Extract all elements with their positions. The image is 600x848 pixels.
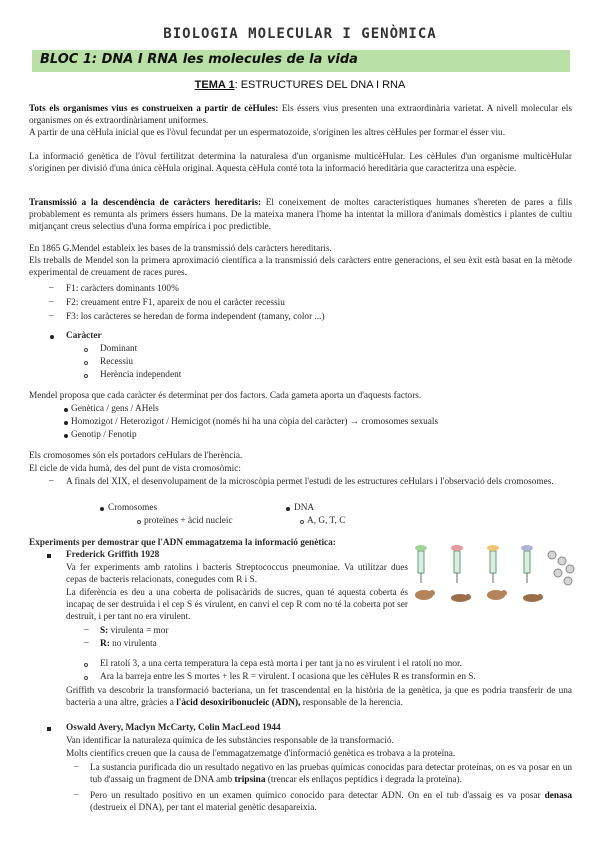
s-text: virulenta = mor <box>108 626 169 636</box>
bullet-dot <box>50 335 54 339</box>
dash-marker: – <box>74 762 79 772</box>
f-list-item: F2: creuament entre F1, apareix de nou el caràcter recessiu <box>66 298 285 308</box>
avery-name: Oswald Avery, Maclyn McCarty, Colin MacLeod 1944 <box>66 723 281 733</box>
s-strain <box>100 625 169 637</box>
topic-rest: : ESTRUCTURES DEL DNA I RNA <box>234 79 406 91</box>
mendel-line1: En 1865 G.Mendel estableix les bases de la transmissió dels caràcters hereditaris. <box>29 244 332 254</box>
chromosome-col1-main: Cromosomes <box>108 503 158 513</box>
circle-bullet <box>84 663 88 667</box>
dash-marker: – <box>49 283 54 293</box>
main-title: BIOLOGIA MOLECULAR I GENÒMICA <box>163 26 437 42</box>
s-label: S: <box>100 626 109 636</box>
intro-lead: Tots els organismes vius es construeixen a partir de cèHules: <box>29 104 279 114</box>
bullet-dot <box>64 421 68 425</box>
microscopy-item: A finals del XIX, el desenvolupament de la microscòpia permet l'estudi de les estructures ceHulars i l'observació dels cromosomes. <box>66 477 554 487</box>
bacteria-cluster-icon <box>548 551 574 585</box>
circle-bullet <box>84 374 88 378</box>
avery-d2-bold: denasa <box>544 791 572 801</box>
f-list-item: F1: caràcters dominants 100% <box>66 284 179 294</box>
mouse-icon <box>487 590 507 600</box>
experiments-heading: Experiments per demostrar que l'ADN emmagatzema la informació genètica: <box>29 538 336 548</box>
mouse-icon <box>415 590 435 600</box>
griffith-experiment-illustration <box>412 543 578 610</box>
r-strain <box>100 638 157 650</box>
caracter-item: Dominant <box>100 344 138 354</box>
avery-d1-bold: tripsina <box>234 775 266 785</box>
circle-bullet <box>84 361 88 365</box>
chromosome-line2: El cicle de vida humà, des del punt de vista cromosòmic: <box>29 464 241 474</box>
dash-marker: – <box>84 638 89 648</box>
mouse-icon <box>523 594 543 602</box>
avery-l2: Molts científics creuen que la causa de l'emmagatzematge d'informació genètica es trobava a la proteïna. <box>66 749 456 759</box>
factors-line: Mendel proposa que cada caràcter és determinat per dos factors. Cada gameta aporta un d'aquests factors. <box>29 391 422 401</box>
circle-bullet <box>300 520 304 524</box>
f-list-item: F3: los caràcteres se heredan de forma independent (tamany, color ...) <box>66 312 325 322</box>
chromosome-col1-sub: proteïnes + àcid nucleic <box>144 516 233 526</box>
intro-line2: A partir de una cèHula inicial que es l'òvul fecundat per un espermatozoide, s'originen les altres cèHules per formar el ésser viu. <box>29 128 506 138</box>
dash-marker: – <box>74 790 79 800</box>
avery-d2-b: (destrueix el DNA), per tant el material genètic desapareixia. <box>90 803 317 813</box>
avery-d1 <box>90 762 572 786</box>
bullet-dot <box>64 434 68 438</box>
avery-d2 <box>90 790 572 814</box>
chromosome-col2-main: DNA <box>294 503 315 513</box>
intro-paragraph <box>29 103 572 127</box>
griffith-c2: Ara la barreja entre les S mortes + les R = virulent. I ocasiona que les cèHules R es transformin en S. <box>100 672 476 682</box>
block-title: BLOC 1: DNA I RNA les molecules de la vida <box>40 52 358 67</box>
avery-d2-a: Pero un resultado positivo en un examen químico conocido para detectar ADN. On en el tub d'assaig es va posar <box>90 791 545 801</box>
topic-title <box>0 79 600 91</box>
topic-label: TEMA 1 <box>194 79 235 91</box>
heredity-rest: El coneixement de moltes característiques humanes s'hereten de pares a fills probablement es remunta als primers éssers humans. De la mateixa manera l'home ha intentat la millora d'animals domèstics i plantes de cultiu mitjançant creus selectius d'una forma empírica i poc predictible. <box>29 198 572 232</box>
griffith-c1: El ratolí 3, a una certa temperatura la cepa està morta i per tant ja no es virulent i el ratolí no mor. <box>100 659 462 669</box>
conclusion-b: responsable de la herencia. <box>300 698 403 708</box>
dash-marker: – <box>49 297 54 307</box>
dash-marker: – <box>49 311 54 321</box>
conclusion-a: Griffith va descobrir la transformació bacteriana, un fet trascendental en la història de la genètica, ja que es podria transferir de una bacteria a una altre, gràcies a <box>66 686 572 708</box>
square-bullet <box>47 554 51 558</box>
caracter-item: Herència independent <box>100 370 182 380</box>
r-text: no virulenta <box>109 639 157 649</box>
avery-l1: Van identificar la naturaleza química de les substàncies responsable de la transformació. <box>66 736 394 746</box>
bullet-dot <box>64 408 68 412</box>
dash-marker: – <box>49 476 54 486</box>
griffith-conclusion <box>66 685 572 709</box>
circle-bullet <box>84 348 88 352</box>
avery-d1-a: La sustancia purificada dio un resultado negativo en las pruebas químicas conocidas para detectar proteínas, on es va posar en un tub d'assaig un fragment de DNA amb <box>90 763 572 785</box>
factor-item: Homozigot / Heterozigot / Hemicigot (només hi ha una còpia del caràcter) → cromosomes sexuals <box>71 417 439 427</box>
bullet-dot <box>286 507 290 511</box>
bullet-dot <box>100 507 104 511</box>
circle-bullet <box>84 676 88 680</box>
conclusion-bold: l'àcid desoxiribonucleic (ADN), <box>176 698 301 708</box>
factor-item: Genètica / gens / AHels <box>71 404 159 414</box>
chromosome-line1: Els cromosomes són els portadors ceHulars de l'herència. <box>29 451 243 461</box>
caracter-item: Recessiu <box>100 357 134 367</box>
syringe-icon <box>451 545 463 583</box>
caracter-label: Caràcter <box>66 331 102 341</box>
intro-paragraph2: La informació genètica de l'òvul fertilitzat determina la naturalesa d'un organisme multicèHular. Les cèHules d'un organisme multicèHular s'originen per divisió d'una única cèHula original. Aquesta cèHula conté tota la informació hereditària que caracteritza una espècie. <box>29 152 572 174</box>
griffith-p2: La diferència es deu a una coberta de polisacàrids de sucres, quan té aquesta coberta és incapaç de ser destruïda i el cep S és virulent, en canvi el cep R com no té la coberta pot ser destruït, i per tant no era virulent. <box>66 588 408 622</box>
circle-bullet <box>137 520 141 524</box>
syringe-icon <box>415 545 427 583</box>
chromosome-col2-sub: A, G, T, C <box>307 516 346 526</box>
syringe-icon <box>521 545 533 583</box>
griffith-p1: Va fer experiments amb ratolins i bacteris Streptococcus pneumoniae. Va utilitzar dues cepas de bacteris relacionats, conegudes com R i S. <box>66 563 408 585</box>
intro-rest: Els éssers vius presenten una extraordinària varietat. A nivell molecular els organismes on és extraordinàriament uniformes. <box>29 104 572 126</box>
syringe-icon <box>487 545 499 583</box>
factor-item: Genotip / Fenotip <box>71 430 137 440</box>
dash-marker: – <box>84 625 89 635</box>
mendel-line2: Els treballs de Mendel son la primera aproximació científica a la transmissió dels caràcters entre generacions, el seu èxit està basat en la mètode experimental de creuament de races pures. <box>29 256 572 278</box>
heredity-lead: Transmissió a la descendència de caràcters hereditaris: <box>29 198 262 208</box>
griffith-name: Frederick Griffith 1928 <box>66 550 160 560</box>
heredity-paragraph <box>29 197 572 233</box>
avery-d1-b: (trencar els enllaços peptídics i degrada la proteïna). <box>265 775 462 785</box>
mouse-icon <box>451 594 471 602</box>
square-bullet <box>47 727 51 731</box>
r-label: R: <box>100 639 110 649</box>
